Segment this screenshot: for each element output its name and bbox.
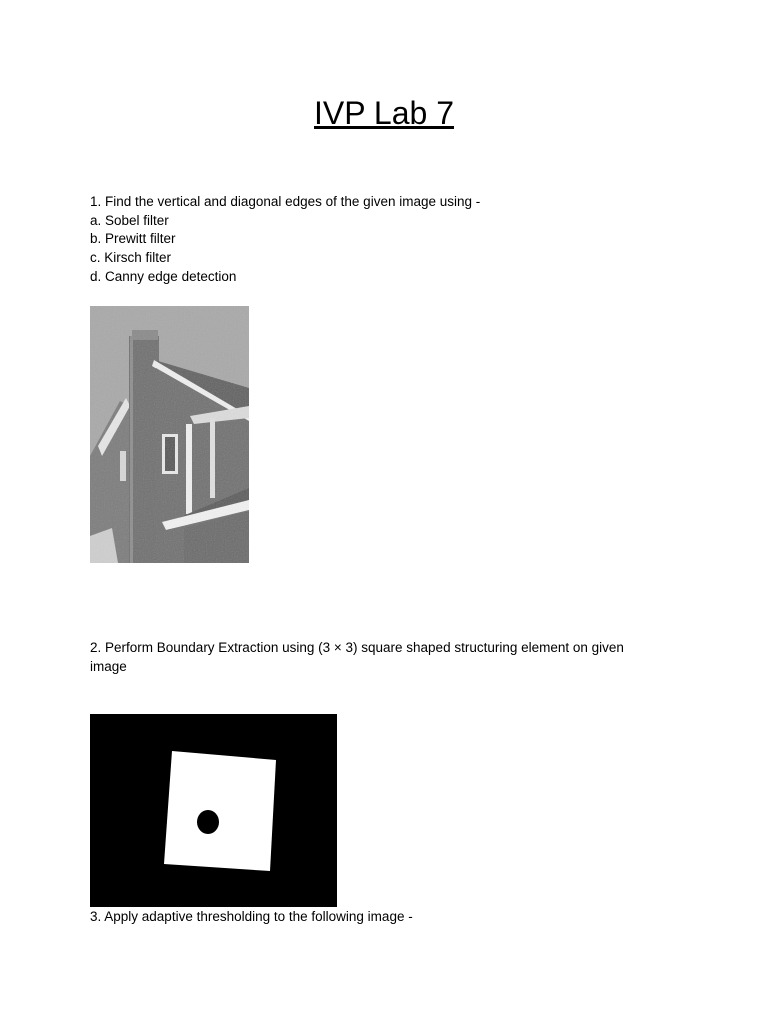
house-image [90,306,249,563]
option-c: c. Kirsch filter [90,250,172,266]
question-2-prompt: 2. Perform Boundary Extraction using (3 × 3) square shaped structuring element on given image [90,640,624,674]
option-b: b. Prewitt filter [90,231,176,247]
option-d: d. Canny edge detection [90,268,237,284]
page-title: IVP Lab 7 [314,95,454,131]
question-2 [90,639,630,676]
question-3-prompt: 3. Apply adaptive thresholding to the following image - [90,909,413,924]
square-with-hole-image [90,714,337,907]
question-1 [90,193,480,287]
option-a: a. Sobel filter [90,212,169,228]
question-1-prompt: 1. Find the vertical and diagonal edges of the given image using - [90,194,481,209]
question-3 [90,908,413,927]
